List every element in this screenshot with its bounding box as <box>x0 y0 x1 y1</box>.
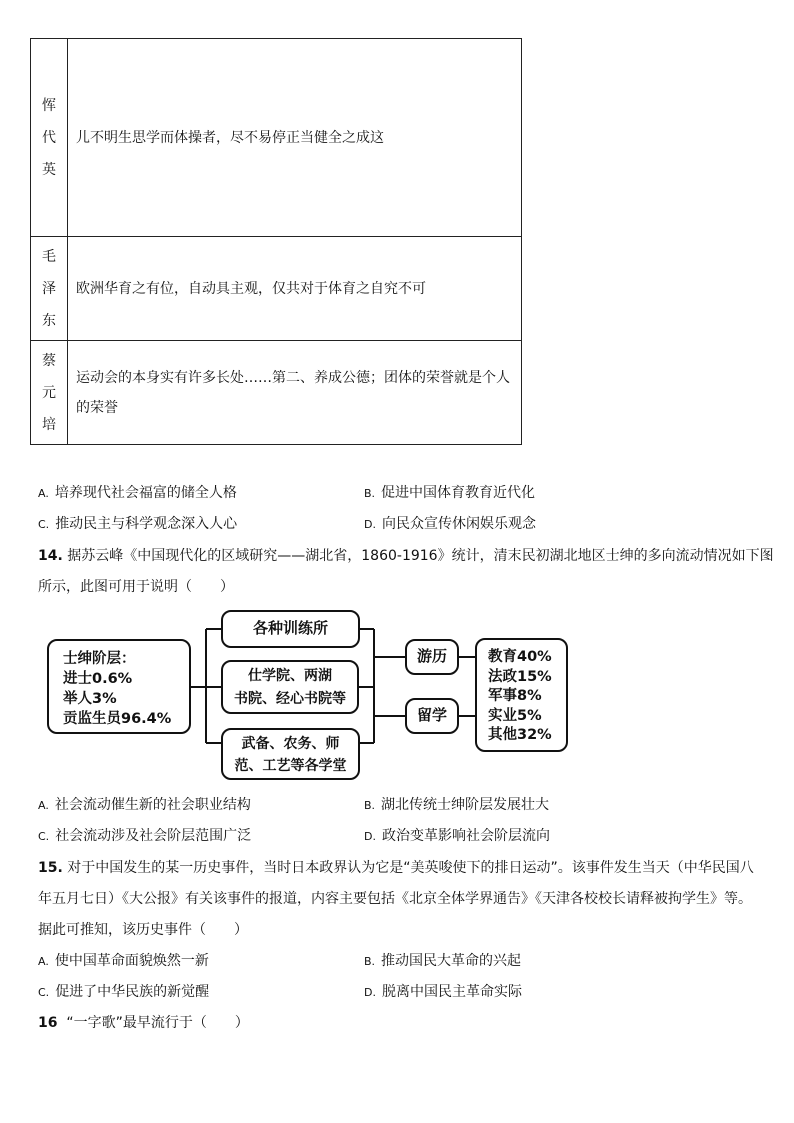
question-number: 14. <box>38 548 63 564</box>
gentry-label: 士绅阶层： <box>63 651 136 667</box>
quote-cell <box>68 237 522 341</box>
q13-option-b[interactable] <box>364 483 535 504</box>
travel-box <box>405 639 459 675</box>
table-row <box>31 341 522 445</box>
option-label: B. <box>364 799 376 812</box>
q13-option-a[interactable] <box>38 483 237 504</box>
option-label: B. <box>364 955 376 968</box>
q15-option-c[interactable] <box>38 982 209 1003</box>
person-char: 英 <box>42 161 56 178</box>
q15-option-d[interactable] <box>364 982 522 1003</box>
path-label: 留学 <box>416 706 447 724</box>
q14-text: 所示，此图可用于说明（ ） <box>38 579 234 595</box>
q13-option-d[interactable] <box>364 514 536 535</box>
option-label: D. <box>364 986 376 999</box>
q14-option-c[interactable] <box>38 826 251 847</box>
person-cell <box>31 39 68 237</box>
academies-box <box>221 660 359 714</box>
q14-option-a[interactable] <box>38 795 251 816</box>
option-text: 推动民主与科学观念深入人心 <box>55 516 238 532</box>
school-label: 各种训练所 <box>252 619 328 637</box>
q15-stem-line3 <box>38 920 248 940</box>
school-label: 武备、农务、师 <box>241 736 340 752</box>
option-label: A. <box>38 955 49 968</box>
option-text: 使中国革命面貌焕然一新 <box>54 953 209 969</box>
option-text: 脱离中国民主革命实际 <box>381 984 522 1000</box>
option-text: 湖北传统士绅阶层发展壮大 <box>381 797 550 813</box>
path-label: 游历 <box>416 647 447 665</box>
gentry-item: 贡监生员96.4% <box>63 711 172 727</box>
person-cell <box>31 237 68 341</box>
option-label: A. <box>38 487 49 500</box>
schools-box <box>221 728 360 780</box>
gentry-box <box>47 639 191 734</box>
quote-text: 运动会的本身实有许多长处……第二、养成公德；团体的荣誉就是个人 <box>76 369 510 386</box>
outcome-item: 实业5% <box>488 707 542 724</box>
person-char: 蔡 <box>42 352 56 369</box>
q14-stem-line2 <box>38 577 234 597</box>
option-text: 政治变革影响社会阶层流向 <box>381 828 550 844</box>
person-char: 培 <box>42 416 56 433</box>
option-text: 社会流动催生新的社会职业结构 <box>54 797 251 813</box>
q15-text: 对于中国发生的某一历史事件，当时日本政界认为它是“美英唆使下的排日运动”。该事件发生当天（中华民国八 <box>67 860 754 876</box>
quote-table <box>30 38 522 445</box>
q14-text: 据苏云峰《中国现代化的区域研究——湖北省，1860-1916》统计，清末民初湖北地区士绅的多向流动情况如下图 <box>67 548 774 564</box>
table-row <box>31 237 522 341</box>
outcome-item: 教育40% <box>488 649 552 665</box>
outcomes-box <box>475 638 568 752</box>
gentry-item: 举人3% <box>63 691 117 707</box>
q14-option-b[interactable] <box>364 795 549 816</box>
option-text: 社会流动涉及社会阶层范围广泛 <box>55 828 252 844</box>
option-label: C. <box>38 518 50 531</box>
option-text: 推动国民大革命的兴起 <box>381 953 522 969</box>
q15-stem-line1 <box>38 858 754 878</box>
q13-option-c[interactable] <box>38 514 237 535</box>
person-char: 毛 <box>42 248 56 265</box>
outcome-item: 法政15% <box>488 668 552 685</box>
option-label: C. <box>38 986 50 999</box>
question-number: 16 <box>38 1015 58 1031</box>
table-row <box>31 39 522 237</box>
q16-text: “一字歌”最早流行于（ ） <box>66 1015 249 1031</box>
person-char: 东 <box>42 312 56 329</box>
q14-option-d[interactable] <box>364 826 550 847</box>
q15-option-b[interactable] <box>364 951 521 972</box>
training-institutes-box <box>221 610 360 648</box>
q15-text: 年五月七日）《大公报》有关该事件的报道，内容主要包括《北京全体学界通告》《天津各校校长请释被拘学生》等。 <box>38 891 752 907</box>
q15-stem-line2 <box>38 889 752 909</box>
outcome-item: 军事8% <box>488 688 542 704</box>
quote-cell <box>68 39 522 237</box>
quote-cell <box>68 341 522 445</box>
q15-text: 据此可推知，该历史事件（ ） <box>38 922 248 938</box>
school-label: 范、工艺等各学堂 <box>234 758 347 774</box>
study-abroad-box <box>405 698 459 734</box>
person-char: 恽 <box>42 97 56 114</box>
option-text: 向民众宣传休闲娱乐观念 <box>381 516 536 532</box>
quote-text: 儿不明生思学而体操者，尽不易停正当健全之成这 <box>76 129 384 146</box>
option-label: D. <box>364 518 376 531</box>
option-label: A. <box>38 799 49 812</box>
option-label: C. <box>38 830 50 843</box>
school-label: 书院、经心书院等 <box>234 691 346 707</box>
person-char: 代 <box>42 129 56 146</box>
school-label: 仕学院、两湖 <box>248 668 332 684</box>
q15-option-a[interactable] <box>38 951 209 972</box>
q16-stem <box>38 1013 249 1033</box>
gentry-item: 进士0.6% <box>63 671 133 687</box>
option-label: D. <box>364 830 376 843</box>
q14-stem-line1 <box>38 546 774 566</box>
question-number: 15. <box>38 860 63 876</box>
option-text: 促进了中华民族的新觉醒 <box>55 984 210 1000</box>
quote-text: 的荣誉 <box>76 399 118 416</box>
quote-text: 欧洲华育之有位，自动具主观，仅共对于体育之自究不可 <box>76 280 426 297</box>
option-text: 促进中国体育教育近代化 <box>381 485 536 501</box>
option-text: 培养现代社会福富的储全人格 <box>54 485 237 501</box>
person-char: 元 <box>42 384 56 401</box>
option-label: B. <box>364 487 376 500</box>
outcome-item: 其他32% <box>488 727 552 743</box>
person-char: 泽 <box>42 280 56 297</box>
person-cell <box>31 341 68 445</box>
